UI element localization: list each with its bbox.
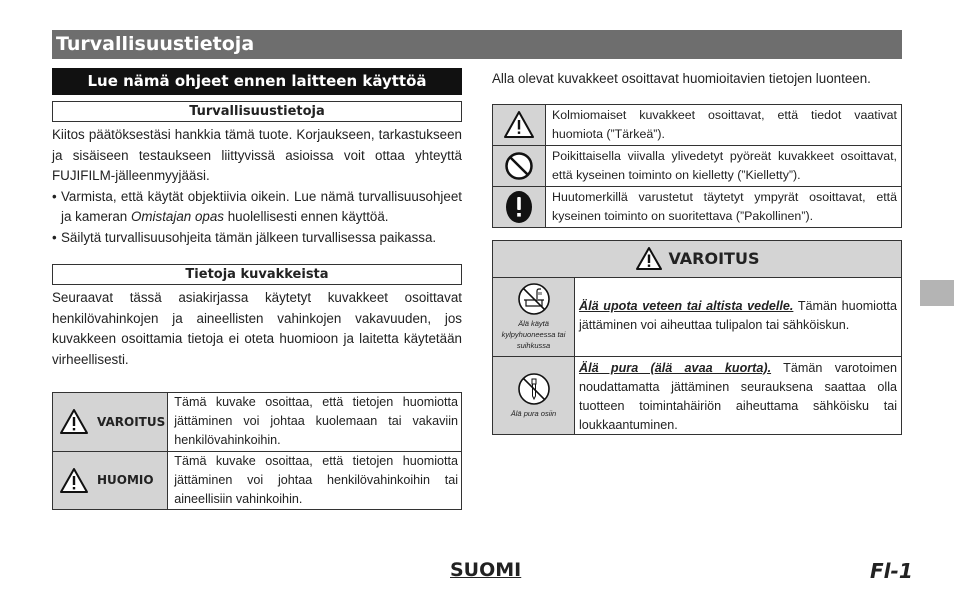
warning-lead: Älä upota veteen tai altista vedelle.	[579, 298, 794, 313]
warning-item	[493, 356, 901, 434]
warning-item	[493, 278, 901, 356]
table-row	[53, 393, 462, 452]
severity-label: VAROITUS	[97, 414, 166, 429]
warning-text: Tämän huomiotta jättäminen voi aiheuttaa tulipalon tai sähköiskun.	[579, 298, 897, 332]
symbols-table	[492, 104, 902, 228]
owners-manual-ref: Omistajan opas	[130, 209, 225, 224]
table-row	[493, 186, 902, 227]
symbol-description: Kolmiomaiset kuvakkeet osoittavat, että tiedot vaativat huomiota (”Tärkeä”).	[546, 104, 902, 145]
table-row	[493, 145, 902, 186]
bullet-item	[52, 187, 462, 228]
page-title: Turvallisuustietoja	[52, 30, 902, 59]
symbols-intro: Alla olevat kuvakkeet osoittavat huomioitavien tietojen luonteen.	[492, 71, 871, 86]
warning-lead: Älä pura (älä avaa kuorta).	[579, 360, 772, 375]
warning-triangle-icon	[635, 246, 663, 271]
icon-caption: Älä käytä kylpyhuoneessa tai suihkussa	[501, 319, 566, 350]
warning-box	[492, 240, 902, 435]
no-water-icon	[517, 282, 551, 316]
icons-info-paragraph: Seuraavat tässä asiakirjassa käytetyt kuvakkeet osoittavat henkilövahinkojen ja aineellisten vahinkojen vakavuuden, jos kuvakkeen osoittamia tietoja ei oteta huomioon ja laitetta käytetään virheellisesti.	[52, 290, 462, 367]
bullet-item: • Säilytä turvallisuusohjeita tämän jälkeen turvallisessa paikassa.	[52, 228, 462, 249]
page-number: Fl-1	[870, 559, 913, 583]
table-row	[53, 451, 462, 510]
bullet1-text-a: Varmista, että käytät objektiivia oikein. Lue nämä turvallisuusohjeet ja kameran	[61, 188, 462, 224]
section-tab-marker	[920, 280, 954, 306]
warning-box-header	[493, 241, 901, 278]
icons-info-heading: Tietoja kuvakkeista	[52, 264, 462, 285]
warning-triangle-icon	[59, 408, 89, 435]
severity-table	[52, 392, 462, 510]
symbol-description: Poikittaisella viivalla ylivedetyt pyöreät kuvakkeet osoittavat, että kyseinen toiminto on kielletty (”Kielletty”).	[546, 145, 902, 186]
table-row	[493, 104, 902, 145]
warning-triangle-icon	[59, 467, 89, 494]
mandatory-exclamation-icon	[504, 190, 534, 224]
read-before-use-header: Lue nämä ohjeet ennen laitteen käyttöä	[52, 68, 462, 95]
no-disassemble-icon	[517, 372, 551, 406]
symbol-description: Huutomerkillä varustetut täytetyt ympyrät osoittavat, että kyseinen toiminto on suoritettava (”Pakollinen”).	[546, 186, 902, 227]
left-column	[52, 68, 462, 510]
safety-bullets	[52, 187, 462, 249]
prohibited-circle-icon	[504, 151, 534, 181]
intro-paragraph: Kiitos päätöksestäsi hankkia tämä tuote. Korjaukseen, tarkastukseen ja sisäiseen testaukseen liittyvissä asioissa voit ottaa yhteyttä FUJIFILM-jälleenmyyjääsi.	[52, 127, 462, 183]
severity-description: Tämä kuvake osoittaa, että tietojen huomiotta jättäminen voi johtaa kuolemaan tai vakaviin henkilövahinkoihin.	[168, 393, 462, 452]
icon-caption: Älä pura osiin	[510, 408, 557, 418]
warning-text: Tämän varotoimen noudattamatta jättäminen seurauksena saattaa olla tuotteen toimintahäiriön aiheuttama sähköisku tai loukkaantuminen.	[579, 360, 897, 432]
language-label: SUOMI	[450, 559, 522, 581]
warning-title: VAROITUS	[668, 249, 760, 268]
severity-description: Tämä kuvake osoittaa, että tietojen huomiotta jättäminen voi johtaa henkilövahinkoihin tai aineellisiin vahinkoihin.	[168, 451, 462, 510]
right-column	[492, 66, 902, 435]
severity-label: HUOMIO	[97, 473, 154, 488]
bullet1-text-b: huolellisesti ennen käyttöä.	[224, 209, 389, 224]
safety-info-heading: Turvallisuustietoja	[52, 101, 462, 122]
triangle-exclamation-icon	[503, 110, 535, 139]
